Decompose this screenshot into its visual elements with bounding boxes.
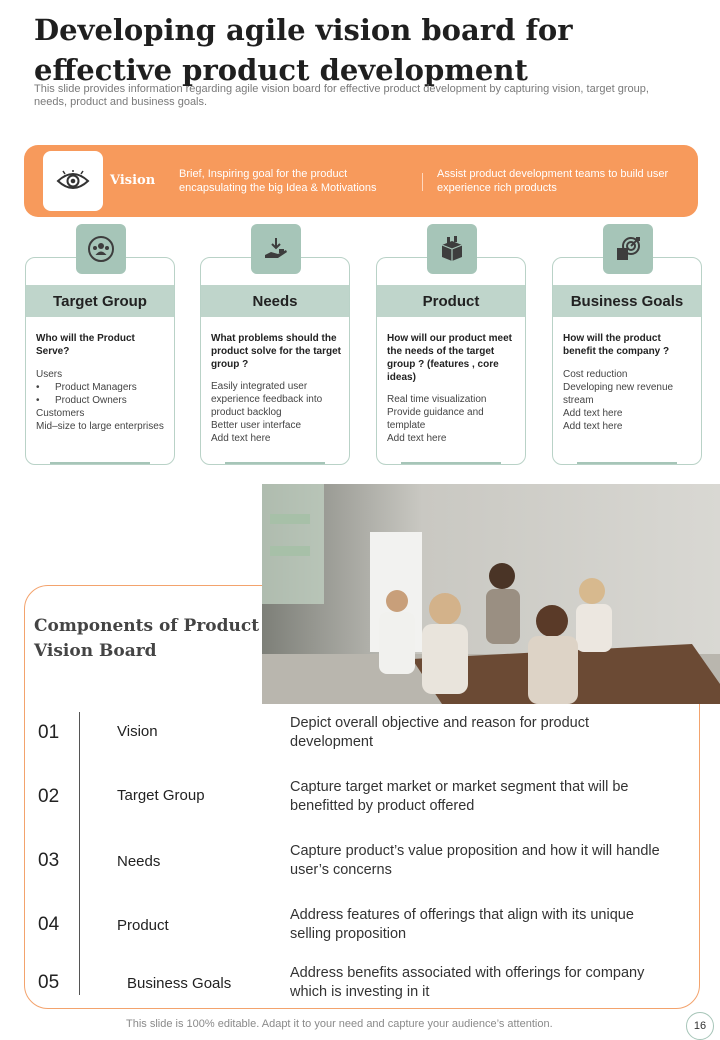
vision-icon-box [43, 151, 103, 211]
card-needs [200, 257, 350, 465]
card-line: Easily integrated user experience feedback into product backlog [211, 381, 323, 418]
card-question: How will the product benefit the company ? [563, 333, 670, 357]
row-name: Needs [117, 853, 161, 870]
card-line: Add text here [563, 408, 623, 419]
card-line: Add text here [211, 433, 271, 444]
card-line: Mid–size to large enterprises [36, 421, 164, 432]
row-name: Product [117, 917, 169, 934]
card-body [563, 368, 693, 433]
eye-icon [56, 170, 90, 192]
row-name: Business Goals [127, 975, 232, 992]
row-description: Address benefits associated with offerings for company which is investing in it [290, 965, 645, 1000]
row-description: Depict overall objective and reason for product development [290, 715, 590, 750]
card-line: Customers [36, 408, 85, 419]
card-footer-line [401, 462, 501, 464]
people-group-icon [87, 235, 115, 263]
card-line: Developing new revenue stream [563, 382, 674, 406]
product-box-icon [438, 235, 466, 263]
rows-divider [79, 712, 80, 995]
row-description: Capture target market or market segment that will be benefitted by product offered [290, 779, 629, 814]
card-title: Product [377, 285, 525, 317]
card-question: Who will the Product Serve? [36, 333, 135, 357]
card-bullet: • Product Owners [36, 394, 166, 407]
card-line: Provide guidance and template [387, 407, 484, 431]
card-title: Business Goals [553, 285, 701, 317]
components-title: Components of Product Vision Board [34, 616, 260, 661]
card-line: Add text here [387, 433, 447, 444]
card-question: What problems should the product solve for the target group ? [211, 333, 342, 370]
row-name: Vision [117, 723, 158, 740]
vision-goal: Assist product development teams to build user experience rich products [437, 168, 669, 194]
card-business-goals [552, 257, 702, 465]
card-icon-box [427, 224, 477, 274]
card-footer-line [577, 462, 677, 464]
row-number: 04 [38, 914, 60, 935]
card-icon-box [603, 224, 653, 274]
card-product [376, 257, 526, 465]
card-line: Add text here [563, 421, 623, 432]
card-title: Target Group [26, 285, 174, 317]
card-icon-box [76, 224, 126, 274]
row-description: Address features of offerings that align with its unique selling proposition [290, 907, 634, 942]
card-line: Users [36, 369, 63, 380]
vision-banner [24, 145, 698, 217]
card-body [211, 380, 341, 445]
card-question: How will our product meet the needs of the target group ? (features , core ideas) [387, 333, 513, 383]
footer-note: This slide is 100% editable. Adapt it to your need and capture your audience’s attention. [126, 1018, 553, 1030]
row-number: 03 [38, 850, 60, 871]
target-icon [614, 235, 642, 263]
row-number: 01 [38, 722, 60, 743]
card-title: Needs [201, 285, 349, 317]
card-bullet: • Product Managers [36, 381, 166, 394]
page-subtitle: This slide provides information regarding agile vision board for effective product development by capturing vision, target group, needs, product and business goals. [34, 83, 649, 108]
vision-divider [422, 173, 423, 191]
row-description: Capture product’s value proposition and how it will handle user’s concerns [290, 843, 660, 878]
card-line: Cost reduction [563, 369, 628, 380]
vision-label: Vision [110, 173, 156, 188]
page-number: 16 [686, 1012, 714, 1040]
card-body [36, 368, 166, 433]
vision-description: Brief, Inspiring goal for the product encapsulating the big Idea & Motivations [179, 168, 377, 194]
row-number: 05 [38, 972, 60, 993]
card-icon-box [251, 224, 301, 274]
hand-box-icon [262, 235, 290, 263]
card-body [387, 393, 517, 445]
row-name: Target Group [117, 787, 205, 804]
row-number: 02 [38, 786, 60, 807]
card-line: Real time visualization [387, 394, 487, 405]
card-footer-line [50, 462, 150, 464]
card-target-group [25, 257, 175, 465]
card-footer-line [225, 462, 325, 464]
page-title: Developing agile vision board for effective product development [34, 13, 573, 87]
team-meeting-photo [262, 484, 720, 704]
card-line: Better user interface [211, 420, 302, 431]
